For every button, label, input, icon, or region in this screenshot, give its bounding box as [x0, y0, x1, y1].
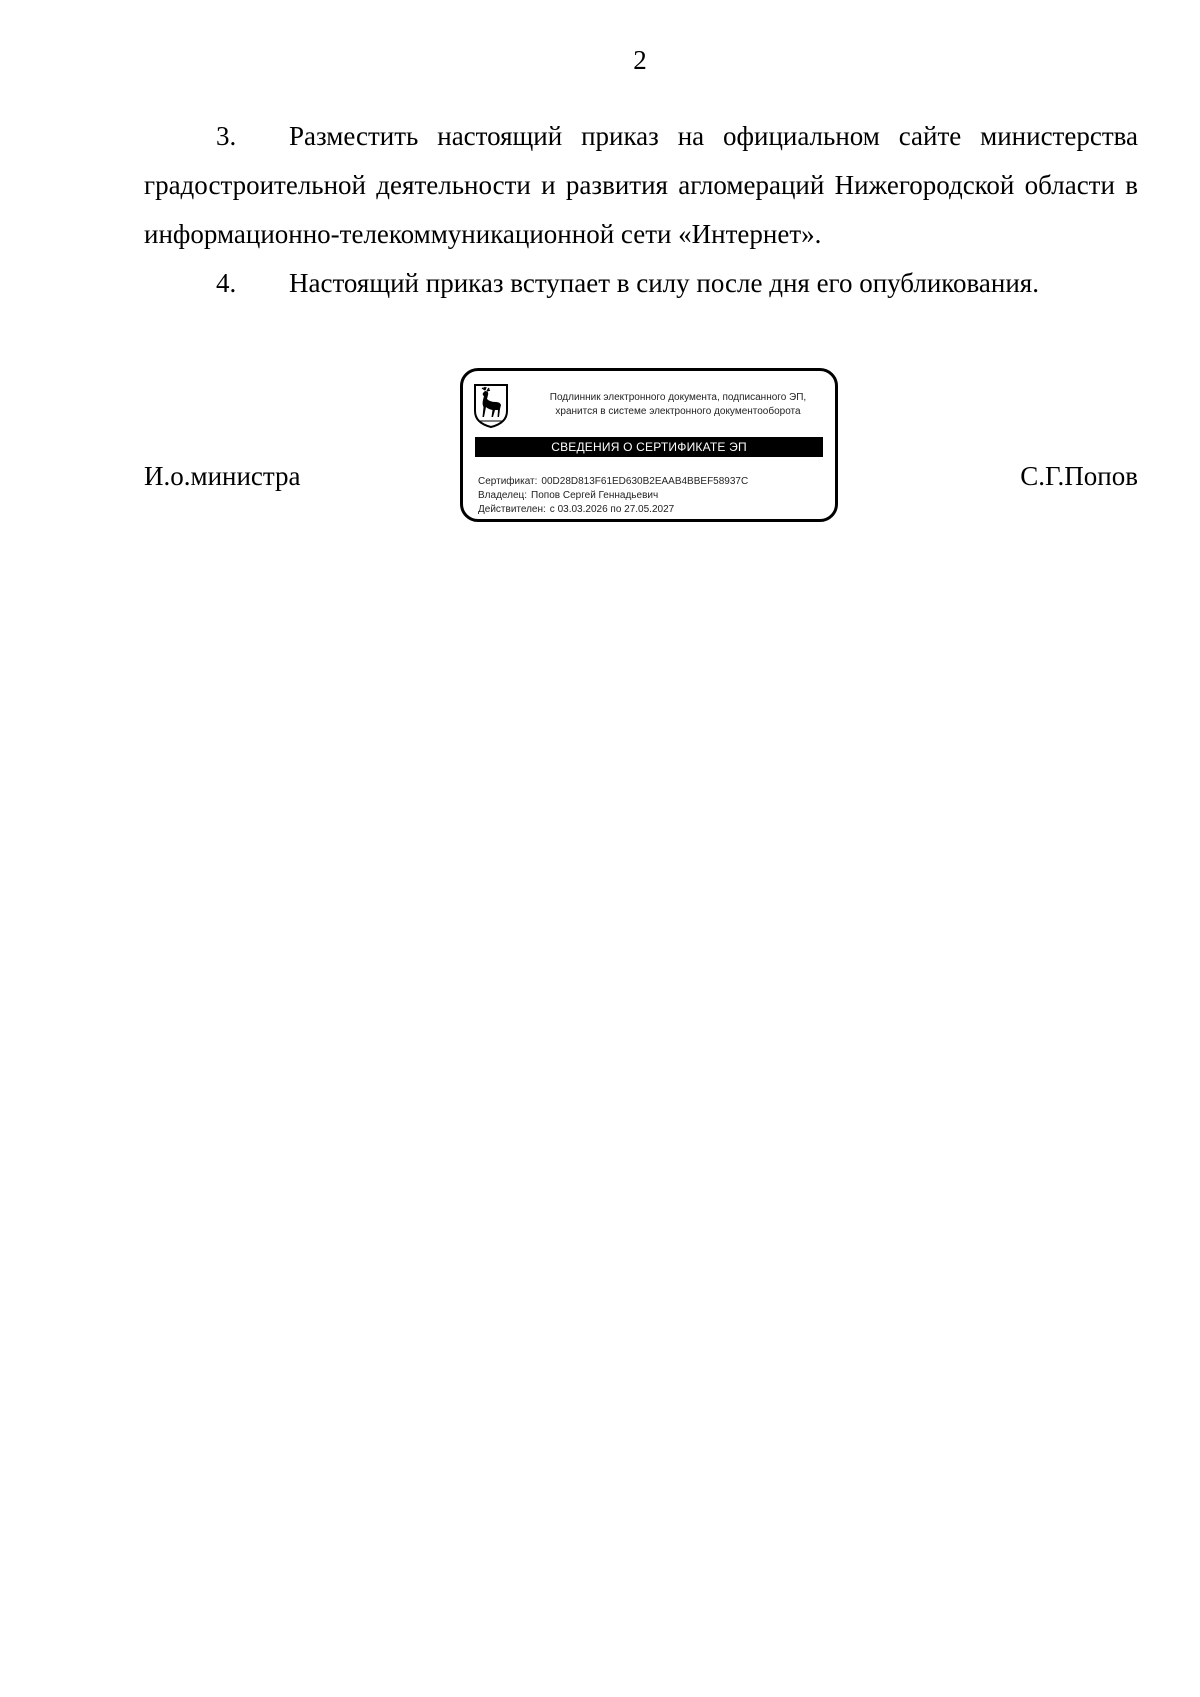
certificate-label: Сертификат: — [478, 476, 538, 487]
certificate-header: СВЕДЕНИЯ О СЕРТИФИКАТЕ ЭП — [475, 437, 823, 457]
deer-coat-of-arms-icon — [473, 383, 509, 429]
order-paragraph — [144, 112, 1138, 259]
certificate-line — [478, 475, 828, 489]
order-body — [144, 112, 1138, 308]
certificate-details — [478, 475, 828, 517]
owner-value: Попов Сергей Геннадьевич — [531, 490, 659, 501]
signer-position: И.о.министра — [144, 461, 301, 491]
owner-line — [478, 489, 828, 503]
page-number: 2 — [633, 45, 647, 75]
stamp-note-line: хранится в системе электронного документооборота — [555, 406, 801, 417]
paragraph-text: Настоящий приказ вступает в силу после дня его опубликования. — [289, 268, 1039, 298]
stamp-note — [525, 391, 831, 419]
electronic-signature-stamp — [460, 368, 838, 522]
paragraph-number: 3. — [216, 121, 237, 151]
signature-block — [144, 368, 1138, 530]
owner-label: Владелец: — [478, 490, 528, 501]
paragraph-text: Разместить настоящий приказ на официальном сайте министерства градостроительной деятельности и развития агломераций Нижегородской области в информационно-телекоммуникационной сети «Интернет». — [144, 121, 1138, 249]
validity-label: Действителен: — [478, 504, 546, 515]
signer-name: С.Г.Попов — [1020, 461, 1138, 491]
order-paragraph — [144, 259, 1138, 308]
validity-line — [478, 503, 828, 517]
stamp-note-line: Подлинник электронного документа, подписанного ЭП, — [549, 392, 807, 403]
certificate-value: 00D28D813F61ED630B2EAAB4BBEF58937C — [541, 476, 749, 487]
validity-value: с 03.03.2026 по 27.05.2027 — [549, 504, 675, 515]
paragraph-number: 4. — [216, 268, 237, 298]
